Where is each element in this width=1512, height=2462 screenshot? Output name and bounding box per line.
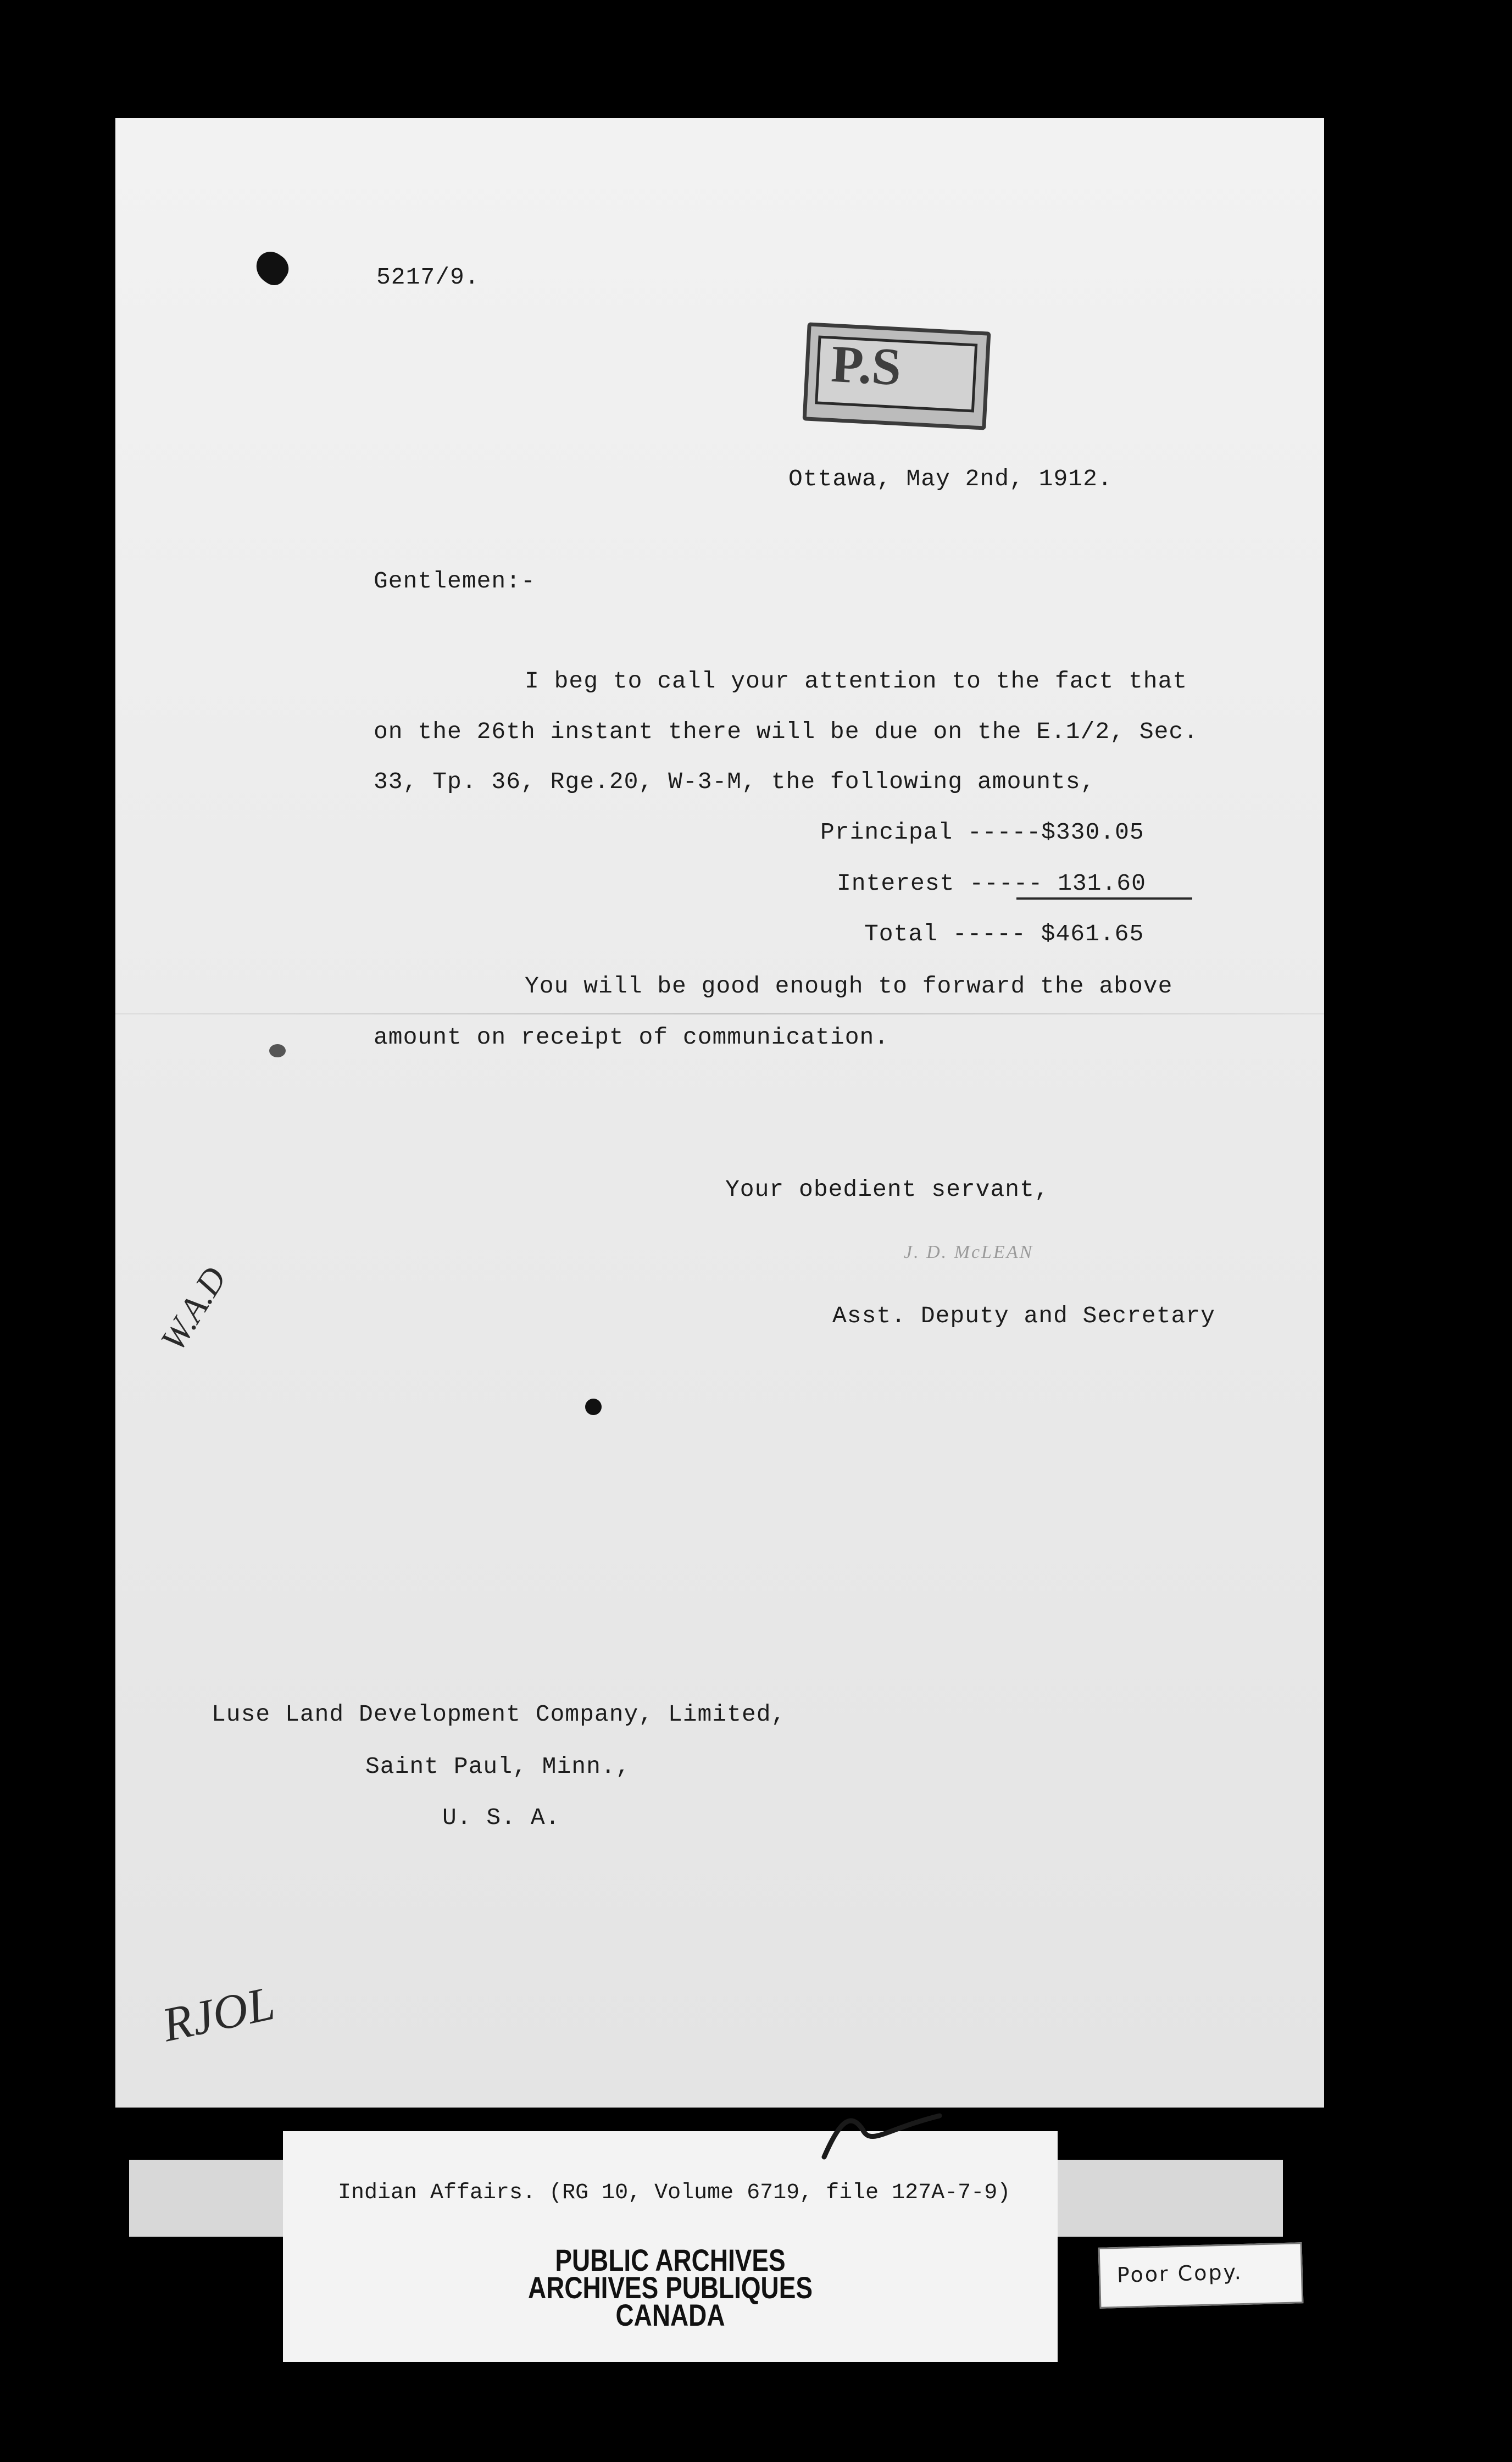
total-amount: Total ----- $461.65 (864, 921, 1144, 947)
archive-title-block (283, 2243, 1058, 2332)
archive-line-3: CANADA (615, 2298, 725, 2332)
recipient-line-3: U. S. A. (442, 1804, 560, 1831)
ink-blot (250, 246, 294, 290)
check-mark-icon (819, 2108, 945, 2168)
bottom-initials: RJOL (158, 1976, 280, 2053)
archive-line-2: ARCHIVES PUBLIQUES (528, 2270, 813, 2305)
closing-line-1: You will be good enough to forward the above (525, 973, 1173, 1000)
fold-line (115, 1013, 1324, 1014)
body-line-2: on the 26th instant there will be due on the E.1/2, Sec. (374, 718, 1199, 745)
valediction: Your obedient servant, (725, 1176, 1049, 1203)
signature-stamp: J. D. McLEAN (904, 1242, 1034, 1262)
ink-spot (585, 1399, 602, 1415)
interest-underline (1016, 897, 1192, 900)
poor-copy-tag (1098, 2242, 1304, 2309)
ink-spot (269, 1044, 286, 1057)
interest-amount: Interest ----- 131.60 (837, 870, 1146, 897)
salutation: Gentlemen:- (374, 568, 536, 595)
body-line-3: 33, Tp. 36, Rge.20, W-3-M, the following amounts, (374, 768, 1096, 795)
letter-sheet (115, 118, 1324, 2108)
file-number: 5217/9. (376, 264, 480, 291)
received-stamp (803, 322, 991, 430)
body-line-1: I beg to call your attention to the fact that (525, 668, 1188, 695)
margin-initials: W.A.D (153, 1260, 234, 1358)
archive-reference: Indian Affairs. (RG 10, Volume 6719, file 127A-7-9) (338, 2181, 1011, 2205)
archive-line-1: PUBLIC ARCHIVES (555, 2243, 786, 2277)
recipient-line-2: Saint Paul, Minn., (365, 1753, 631, 1780)
principal-amount: Principal -----$330.05 (820, 819, 1144, 846)
poor-copy-text: Poor Copy. (1116, 2260, 1243, 2287)
closing-line-2: amount on receipt of communication. (374, 1024, 890, 1051)
stamp-text: P.S (830, 334, 903, 397)
recipient-line-1: Luse Land Development Company, Limited, (212, 1701, 786, 1728)
signer-title: Asst. Deputy and Secretary (832, 1302, 1215, 1329)
date-line: Ottawa, May 2nd, 1912. (788, 465, 1113, 492)
